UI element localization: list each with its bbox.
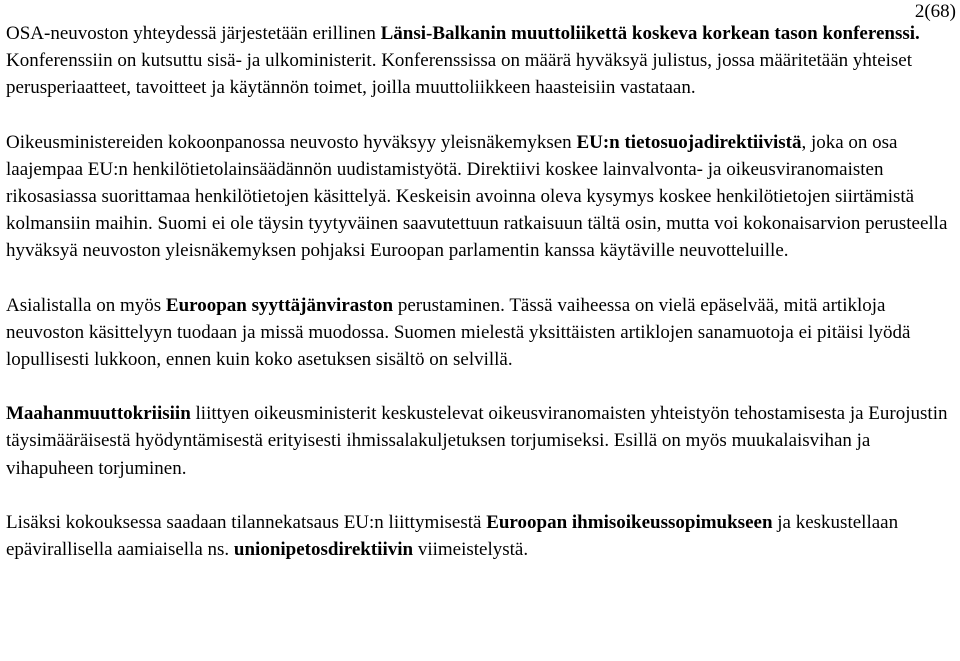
bold-term-data-protection-directive: EU:n tietosuojadirektiivistä xyxy=(576,131,802,153)
paragraph-prosecutor-office xyxy=(6,292,950,374)
paragraph-osa-council xyxy=(6,20,950,102)
text-segment: OSA-neuvoston yhteydessä järjestetään erillinen xyxy=(6,23,381,44)
document-body xyxy=(6,20,950,563)
paragraph-additional xyxy=(6,509,950,563)
text-segment: viimeistelystä. xyxy=(413,539,529,561)
paragraph-data-protection xyxy=(6,129,950,265)
bold-term-migration-crisis: Maahanmuuttokriisiin xyxy=(6,403,191,425)
text-segment: perustaminen. Tässä vaiheessa on vielä epäselvää, mitä artikloja neuvoston käsittelyyn tuodaan ja missä muodossa. Suomen mielestä yksittäisten artiklojen sanamuotoja ei pitäisi lyödä lopullisesti lukkoon, ennen kuin koko asetuksen sisältö on selvillä. xyxy=(6,294,911,371)
text-segment: ja keskustellaan epävirallisella aamiaisella ns. xyxy=(6,511,899,561)
text-segment: Oikeusministereiden kokoonpanossa neuvosto hyväksyy yleisnäkemyksen xyxy=(6,131,577,153)
bold-term-fraud-directive: unionipetosdirektiivin xyxy=(233,539,414,561)
page-number: 2(68) xyxy=(914,1,956,22)
bold-term-western-balkans-conference: Länsi-Balkanin muuttoliikettä koskeva korkean tason konferenssi. xyxy=(380,23,920,44)
text-segment: Lisäksi kokouksessa saadaan tilannekatsaus EU:n liittymisestä xyxy=(6,511,487,533)
paragraph-migration-crisis xyxy=(6,400,950,482)
text-segment: Konferenssiin on kutsuttu sisä- ja ulkoministerit. Konferenssissa on määrä hyväksyä julistus, jossa määritetään yhteiset perusperiaatteet, tavoitteet ja käytännön toimet, joilla muuttoliikkeen haasteisiin vastataan. xyxy=(6,50,913,99)
bold-term-human-rights-convention: Euroopan ihmisoikeussopimukseen xyxy=(486,511,773,533)
text-segment: Asialistalla on myös xyxy=(6,294,166,316)
text-segment: , joka on osa laajempaa EU:n henkilötietolainsäädännön uudistamistyötä. Direktiivi koskee lainvalvonta- ja oikeusviranomaisten rikosasiassa suorittamaa henkilötietojen käsittelyä. Keskeisin avoinna oleva kysymys koskee henkilötietojen siirtämistä kolmansiin maihin. Suomi ei ole täysin tyytyväinen saavutettuun ratkaisuun tältä osin, mutta voi kokonaisarvion perusteella hyväksyä neuvoston yleisnäkemyksen pohjaksi Euroopan parlamentin kanssa käytäville neuvotteluille. xyxy=(6,131,948,262)
bold-term-european-prosecutor: Euroopan syyttäjänviraston xyxy=(165,294,394,316)
text-segment: liittyen oikeusministerit keskustelevat oikeusviranomaisten yhteistyön tehostamisesta ja Eurojustin täysimääräisestä hyödyntämisestä erityisesti ihmissalakuljetuksen torjumiseksi. Esillä on myös muukalaisvihan ja vihapuheen torjuminen. xyxy=(6,403,948,479)
